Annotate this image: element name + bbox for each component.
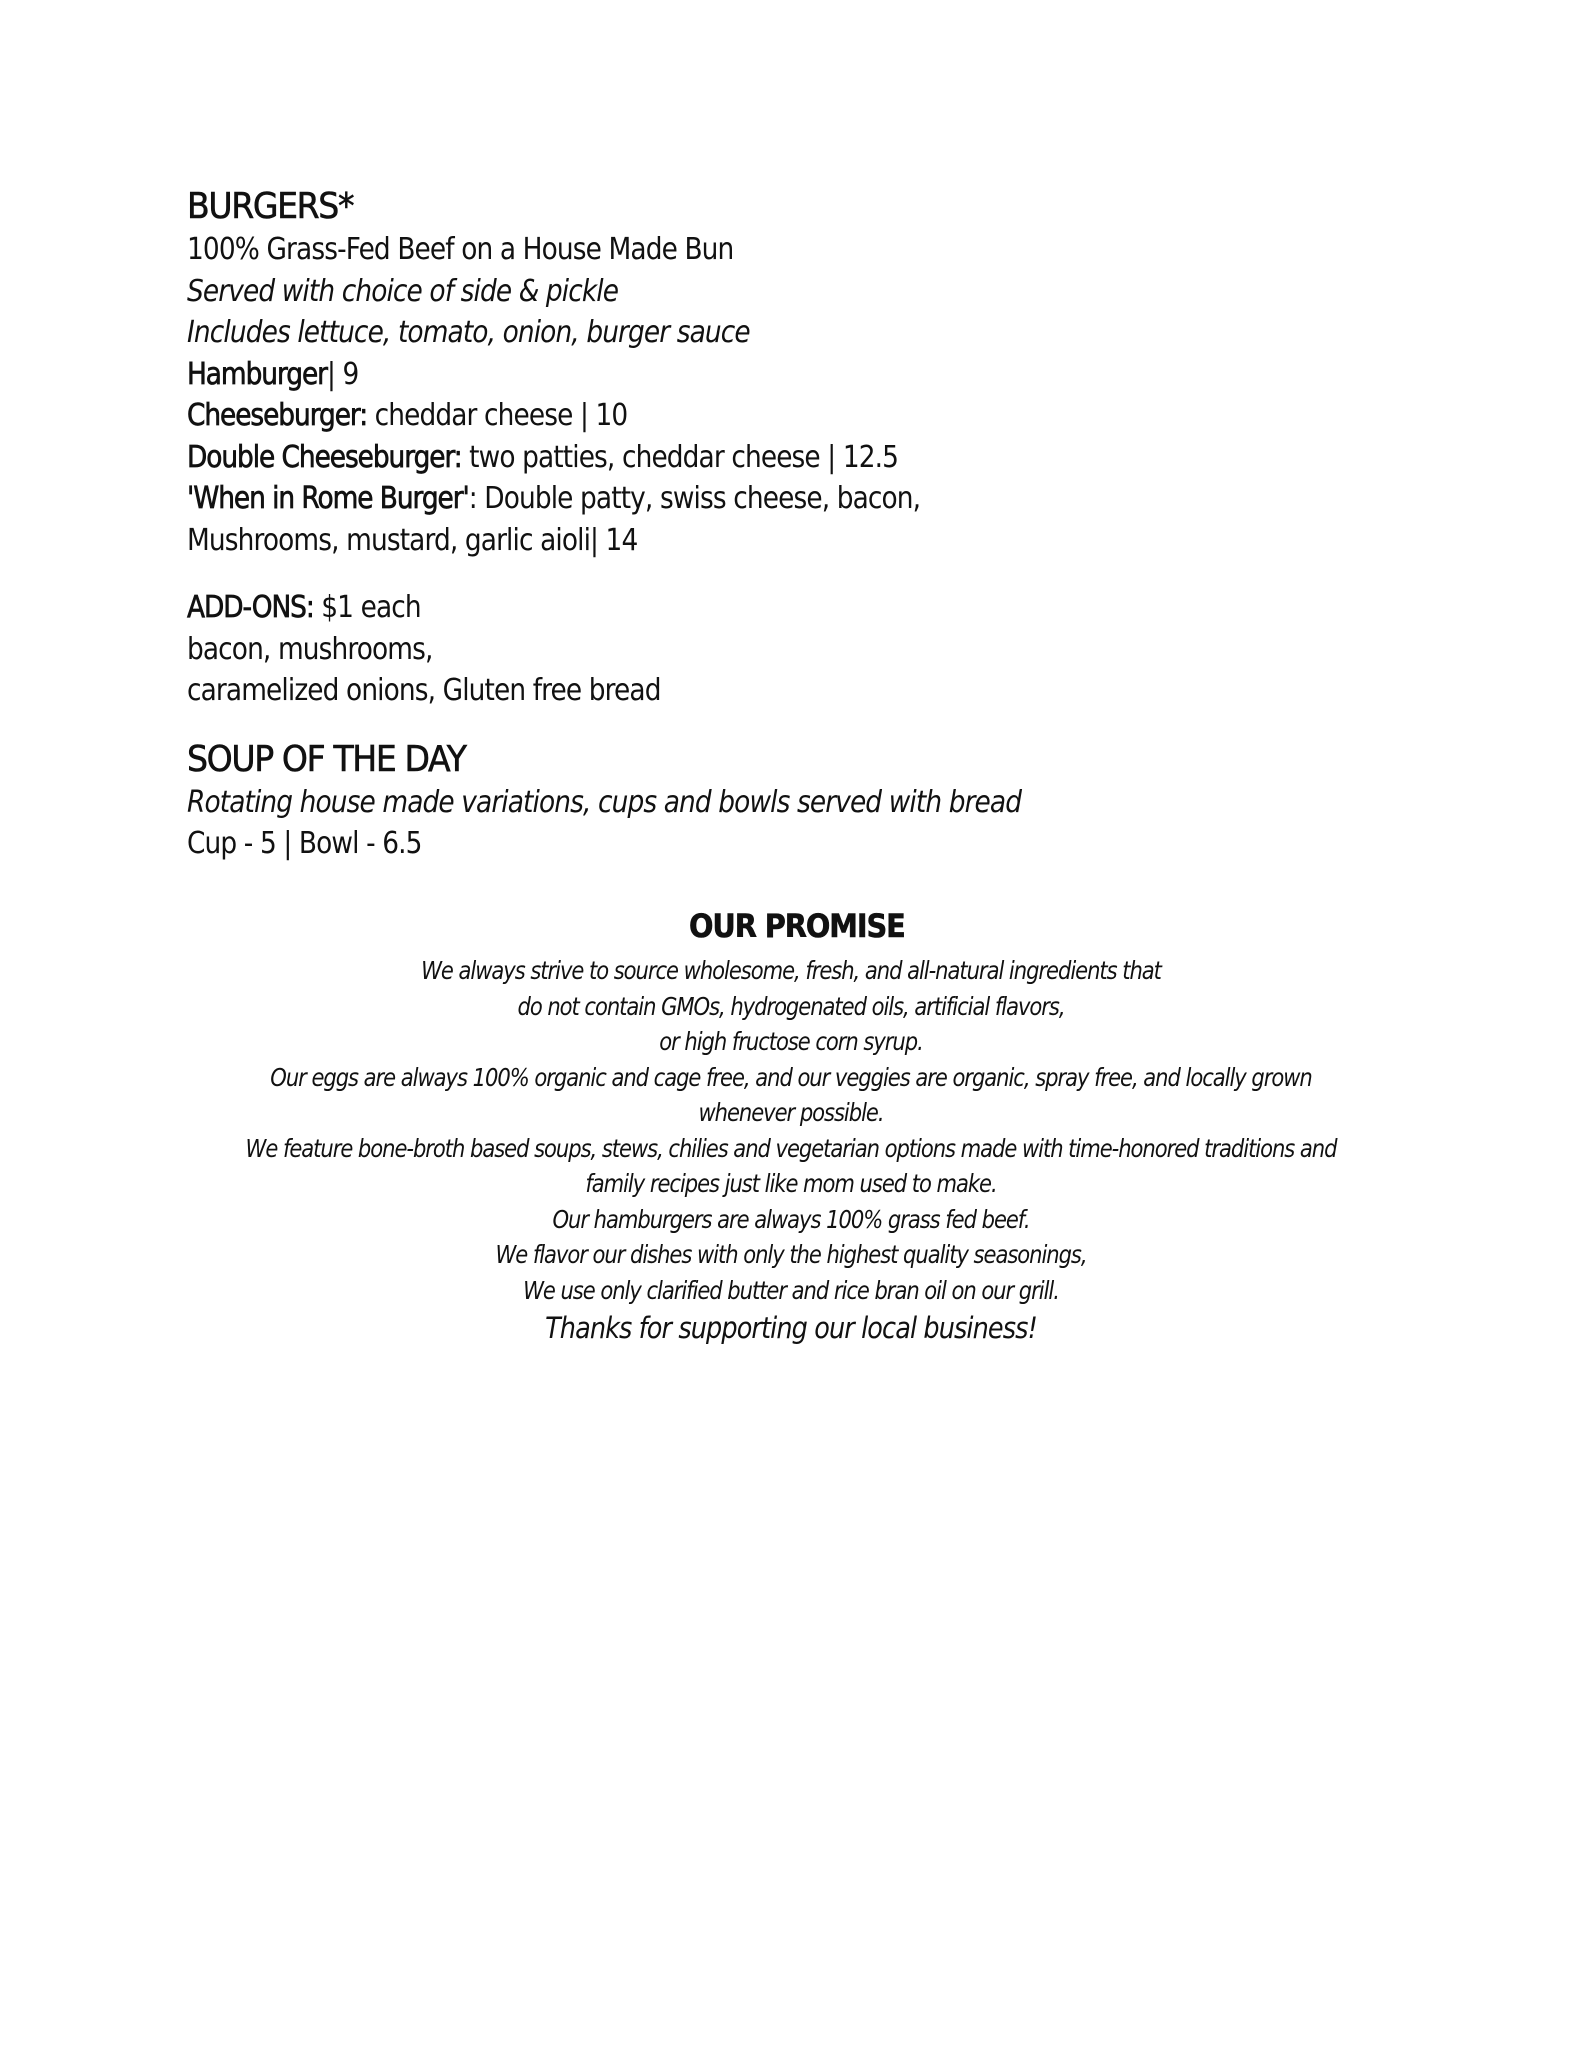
menu-item-desc: : Double patty, swiss cheese, bacon,	[468, 481, 921, 516]
promise-thanks: Thanks for supporting our local business!	[545, 1311, 1037, 1345]
menu-item-desc: cheddar cheese | 10	[367, 398, 628, 433]
addons-header	[187, 587, 1243, 629]
promise-line: do not contain GMOs, hydrogenated oils, artificial flavors,	[517, 991, 1065, 1021]
promise-line: Our eggs are always 100% organic and cage free, and our veggies are organic, spray free, and locally grown	[270, 1062, 1312, 1092]
promise-line: Our hamburgers are always 100% grass fed beef.	[552, 1204, 1030, 1234]
promise-line: We feature bone-broth based soups, stews, chilies and vegetarian options made with time-honored traditions and	[245, 1133, 1337, 1163]
menu-item-name: Hamburger	[187, 356, 327, 392]
menu-item-double-cheeseburger	[187, 437, 1243, 479]
menu-item-name: 'When in Rome Burger'	[187, 481, 469, 516]
menu-item-when-in-rome-burger	[187, 478, 1243, 520]
burgers-side-note: Served with choice of side & pickle	[187, 273, 619, 309]
promise-title: OUR PROMISE	[689, 907, 905, 945]
menu-item-continuation: Mushrooms, mustard, garlic aioli| 14	[187, 522, 638, 558]
menu-item-desc: two patties, cheddar cheese | 12.5	[461, 439, 899, 475]
promise-line: or high fructose corn syrup.	[659, 1027, 923, 1056]
burgers-section	[187, 185, 1387, 561]
promise-line: We flavor our dishes with only the highest quality seasonings,	[495, 1240, 1087, 1269]
menu-item-desc: | 9	[326, 356, 359, 392]
menu-item-hamburger	[187, 354, 1243, 396]
burgers-subtitle: 100% Grass-Fed Beef on a House Made Bun	[187, 232, 734, 267]
promise-section	[0, 905, 1582, 1348]
soup-prices: Cup - 5 | Bowl - 6.5	[187, 826, 422, 861]
addons-label: ADD-ONS:	[187, 590, 314, 625]
soup-section	[187, 738, 1387, 865]
promise-line: We use only clarified butter and rice bran oil on our grill.	[523, 1275, 1059, 1305]
soup-heading: SOUP OF THE DAY	[187, 738, 466, 780]
promise-line: We always strive to source wholesome, fresh, and all-natural ingredients that	[421, 956, 1161, 985]
addons-list-line: bacon, mushrooms,	[187, 631, 433, 667]
menu-item-name: Double Cheeseburger:	[187, 439, 462, 475]
promise-line: whenever possible.	[698, 1098, 884, 1127]
addons-list-line: caramelized onions, Gluten free bread	[187, 673, 661, 708]
menu-left-column	[187, 185, 1387, 865]
burgers-heading: BURGERS*	[187, 186, 354, 227]
promise-line: family recipes just like mom used to make.	[585, 1169, 997, 1198]
addons-section	[187, 587, 1387, 712]
menu-item-name: Cheeseburger:	[187, 398, 368, 433]
addons-price: $1 each	[313, 590, 421, 625]
spacer	[187, 561, 1387, 587]
menu-item-cheeseburger	[187, 395, 1243, 437]
soup-description: Rotating house made variations, cups and bowls served with bread	[187, 784, 1022, 820]
burgers-toppings-note: Includes lettuce, tomato, onion, burger sauce	[187, 315, 750, 350]
spacer	[187, 712, 1387, 738]
